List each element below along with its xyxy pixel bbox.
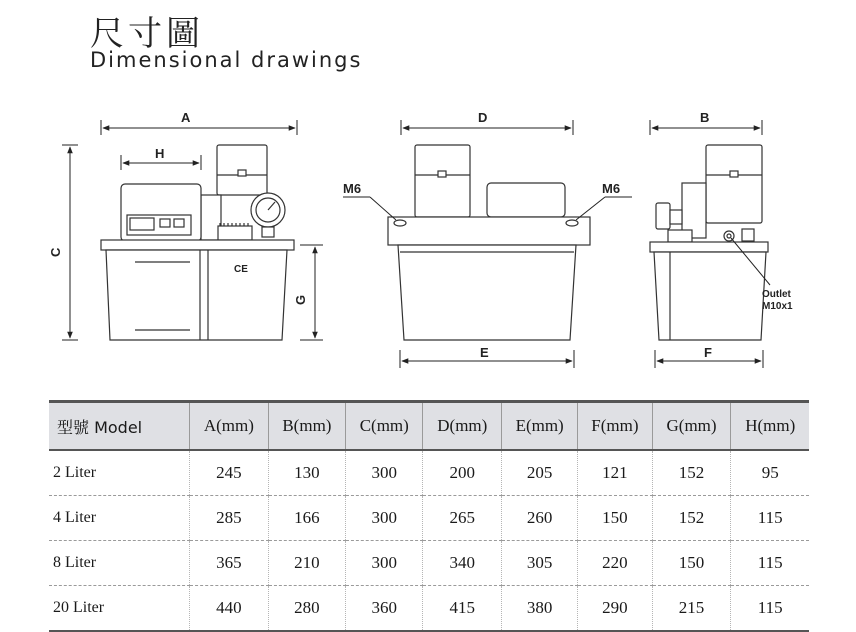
label-d: D bbox=[478, 110, 488, 125]
cell-h: 115 bbox=[731, 586, 809, 632]
label-m6-left: M6 bbox=[343, 181, 362, 196]
label-m6-right: M6 bbox=[602, 181, 621, 196]
label-e: E bbox=[480, 345, 489, 360]
column-header-a: A(mm) bbox=[189, 402, 268, 451]
cell-d: 340 bbox=[423, 541, 502, 586]
cell-e: 205 bbox=[502, 450, 578, 496]
label-h: H bbox=[155, 146, 165, 161]
label-a: A bbox=[181, 110, 191, 125]
cell-model: 2 Liter bbox=[49, 450, 189, 496]
column-header-c: C(mm) bbox=[346, 402, 423, 451]
table-row bbox=[49, 586, 809, 632]
cell-b: 130 bbox=[268, 450, 345, 496]
cell-f: 121 bbox=[578, 450, 653, 496]
cell-e: 305 bbox=[502, 541, 578, 586]
cell-d: 200 bbox=[423, 450, 502, 496]
label-f: F bbox=[704, 345, 712, 360]
cell-g: 150 bbox=[652, 541, 731, 586]
cell-model: 4 Liter bbox=[49, 496, 189, 541]
cell-b: 166 bbox=[268, 496, 345, 541]
cell-h: 95 bbox=[731, 450, 809, 496]
column-header-h: H(mm) bbox=[731, 402, 809, 451]
middle-view bbox=[388, 145, 590, 340]
table-row bbox=[49, 541, 809, 586]
cell-f: 290 bbox=[578, 586, 653, 632]
cell-d: 265 bbox=[423, 496, 502, 541]
column-header-g: G(mm) bbox=[652, 402, 731, 451]
page-title-english: Dimensional drawings bbox=[90, 48, 363, 72]
cell-c: 360 bbox=[346, 586, 423, 632]
cell-b: 210 bbox=[268, 541, 345, 586]
table-header-row bbox=[49, 402, 809, 451]
cell-a: 440 bbox=[189, 586, 268, 632]
cell-e: 380 bbox=[502, 586, 578, 632]
dimension-c bbox=[62, 145, 78, 340]
label-outlet-size: M10x1 bbox=[762, 301, 793, 312]
column-header-d: D(mm) bbox=[423, 402, 502, 451]
cell-g: 215 bbox=[652, 586, 731, 632]
column-header-b: B(mm) bbox=[268, 402, 345, 451]
cell-c: 300 bbox=[346, 496, 423, 541]
cell-model: 8 Liter bbox=[49, 541, 189, 586]
label-g: G bbox=[293, 294, 308, 305]
cell-h: 115 bbox=[731, 496, 809, 541]
cell-h: 115 bbox=[731, 541, 809, 586]
label-b: B bbox=[700, 110, 710, 125]
cell-d: 415 bbox=[423, 586, 502, 632]
column-header-f: F(mm) bbox=[578, 402, 653, 451]
table-row bbox=[49, 450, 809, 496]
column-header-model: 型號 Model bbox=[49, 402, 189, 451]
table-row bbox=[49, 496, 809, 541]
dimensional-drawings bbox=[0, 100, 856, 380]
cell-c: 300 bbox=[346, 541, 423, 586]
column-header-e: E(mm) bbox=[502, 402, 578, 451]
ce-mark: CE bbox=[234, 264, 248, 275]
cell-a: 285 bbox=[189, 496, 268, 541]
dimensions-table bbox=[49, 400, 809, 632]
dimension-a bbox=[101, 120, 297, 135]
cell-b: 280 bbox=[268, 586, 345, 632]
cell-a: 245 bbox=[189, 450, 268, 496]
cell-a: 365 bbox=[189, 541, 268, 586]
page-title-chinese: 尺寸圖 bbox=[90, 14, 204, 54]
cell-e: 260 bbox=[502, 496, 578, 541]
cell-f: 220 bbox=[578, 541, 653, 586]
dimension-g bbox=[300, 245, 323, 340]
label-c: C bbox=[48, 247, 63, 257]
cell-c: 300 bbox=[346, 450, 423, 496]
cell-f: 150 bbox=[578, 496, 653, 541]
front-view bbox=[101, 145, 294, 340]
cell-g: 152 bbox=[652, 496, 731, 541]
cell-model: 20 Liter bbox=[49, 586, 189, 632]
label-outlet: Outlet bbox=[762, 289, 791, 300]
cell-g: 152 bbox=[652, 450, 731, 496]
side-view bbox=[650, 145, 768, 340]
